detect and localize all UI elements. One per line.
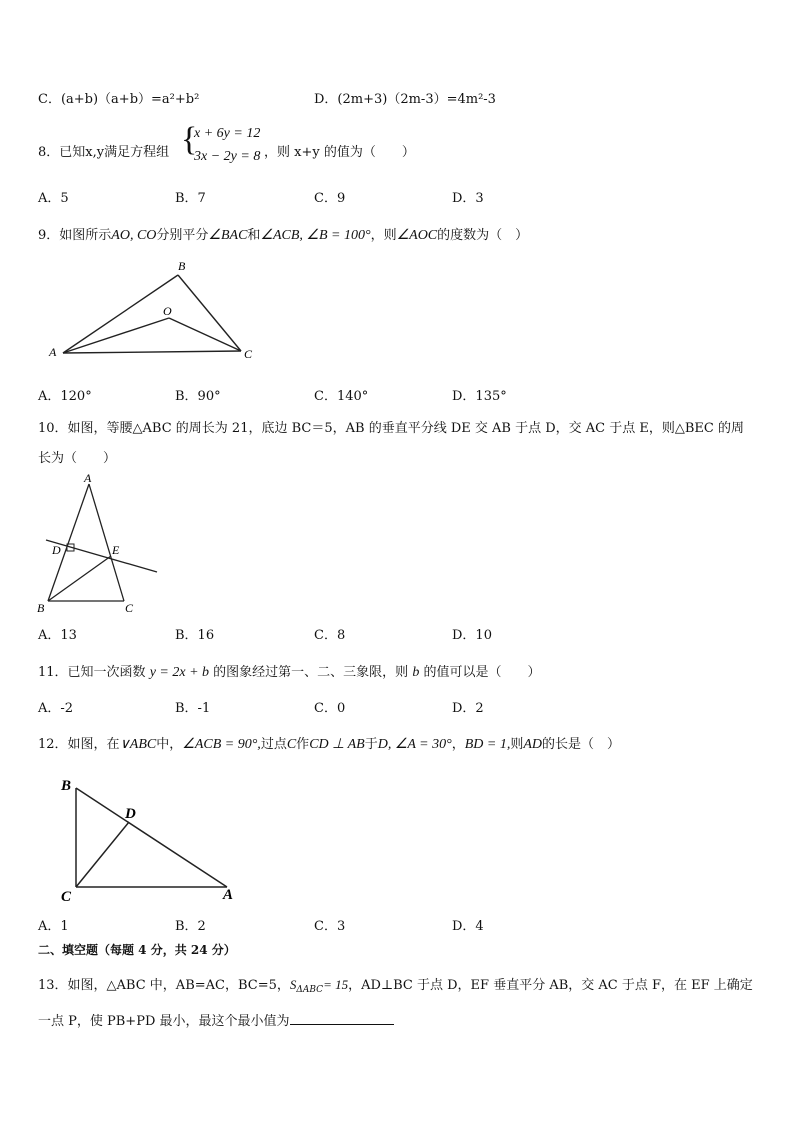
q8-option-d: D．3 xyxy=(452,191,484,206)
q12-label-c: C xyxy=(61,889,72,905)
q9-stem: 9．如图所示AO, CO分别平分∠BAC和∠ACB, ∠B = 100°，则∠AOC的度数为（ ） xyxy=(38,228,529,243)
q11-option-c: C．0 xyxy=(314,701,346,716)
q9-segment-bc xyxy=(178,275,241,351)
q12-option-b: B．2 xyxy=(175,919,206,934)
q11-option-b: B．-1 xyxy=(175,701,211,716)
q9-segment-ao xyxy=(63,318,169,353)
q12-stem: 12．如图，在∨ABC中，∠ACB = 90°,过点C作CD ⊥ AB于D, ∠A = 30°，BD = 1,则AD的长是（ ） xyxy=(38,737,621,752)
q12-triangle-figure xyxy=(50,770,250,910)
q12-label-d: D xyxy=(125,806,136,822)
q8-equation-1: x + 6y = 12 xyxy=(194,126,261,141)
q8-brace: { xyxy=(181,121,198,158)
q10-option-c: C．8 xyxy=(314,628,346,643)
q13-stem-line-1: 13．如图，△ABC 中，AB=AC，BC=5，$S_{\Delta ABC}= 15$，AD⊥BC 于点 D，EF 垂直平分 AB，交 AC 于点 F，在 EF 上确定 xyxy=(38,977,753,995)
q9-label-o: O xyxy=(163,304,172,318)
q11-option-d: D．2 xyxy=(452,701,484,716)
q9-option-a: A．120° xyxy=(38,389,92,404)
q12-option-a: A．1 xyxy=(38,919,69,934)
q10-label-e: E xyxy=(112,543,120,557)
section-2-heading: 二、填空题（每题 4 分，共 24 分） xyxy=(38,943,236,957)
q12-label-a: A xyxy=(223,887,234,903)
q9-triangle-figure xyxy=(36,252,276,367)
q12-label-b: B xyxy=(61,778,72,794)
q12-option-c: C．3 xyxy=(314,919,346,934)
q9-segment-ab xyxy=(63,275,178,353)
q10-option-d: D．10 xyxy=(452,628,492,643)
q13-answer-blank[interactable] xyxy=(290,1012,394,1025)
q11-option-a: A．-2 xyxy=(38,701,74,716)
q9-option-d: D．135° xyxy=(452,389,507,404)
q8-stem: 8．已知x,y满足方程组 xyxy=(38,145,170,160)
q9-label-a: A xyxy=(49,345,57,359)
q9-label-c: C xyxy=(244,347,253,361)
q10-label-b: B xyxy=(37,601,45,615)
q8-option-a: A．5 xyxy=(38,191,69,206)
q10-perpendicular-bisector-de xyxy=(46,540,157,572)
q8-option-c: C．9 xyxy=(314,191,346,206)
q10-label-d: D xyxy=(52,543,61,557)
q9-segment-ac xyxy=(63,351,241,353)
q12-segment-ba xyxy=(76,788,227,887)
q7-option-d: D．(2m+3)（2m-3）=4m²-3 xyxy=(314,92,496,107)
q7-option-c: C．(a+b)（a+b）=a²+b² xyxy=(38,92,200,107)
q10-label-c: C xyxy=(125,601,134,615)
q10-stem-line-2: 长为（ ） xyxy=(38,451,117,466)
q10-label-a: A xyxy=(84,471,92,485)
q12-option-d: D．4 xyxy=(452,919,484,934)
q10-segment-be xyxy=(48,556,111,601)
q9-segment-oc xyxy=(169,318,241,351)
q8-option-b: B．7 xyxy=(175,191,206,206)
q12-segment-cd xyxy=(76,822,129,887)
q8-tail: ，则 x+y 的值为（ ） xyxy=(264,145,415,160)
q11-stem: 11．已知一次函数 y = 2x + b 的图象经过第一、二、三象限，则 b 的值可以是（ ） xyxy=(38,665,541,680)
q10-option-a: A．13 xyxy=(38,628,77,643)
q9-option-c: C．140° xyxy=(314,389,369,404)
q9-option-b: B．90° xyxy=(175,389,221,404)
q8-equation-2: 3x − 2y = 8 xyxy=(194,149,261,164)
q9-label-b: B xyxy=(178,259,186,273)
q13-stem-line-2: 一点 P，使 PB+PD 最小，最这个最小值为 xyxy=(38,1010,394,1029)
q10-triangle-figure xyxy=(34,470,164,615)
q10-option-b: B．16 xyxy=(175,628,215,643)
q10-stem-line-1: 10．如图，等腰△ABC 的周长为 21，底边 BC＝5，AB 的垂直平分线 DE 交 AB 于点 D，交 AC 于点 E，则△BEC 的周 xyxy=(38,421,744,436)
